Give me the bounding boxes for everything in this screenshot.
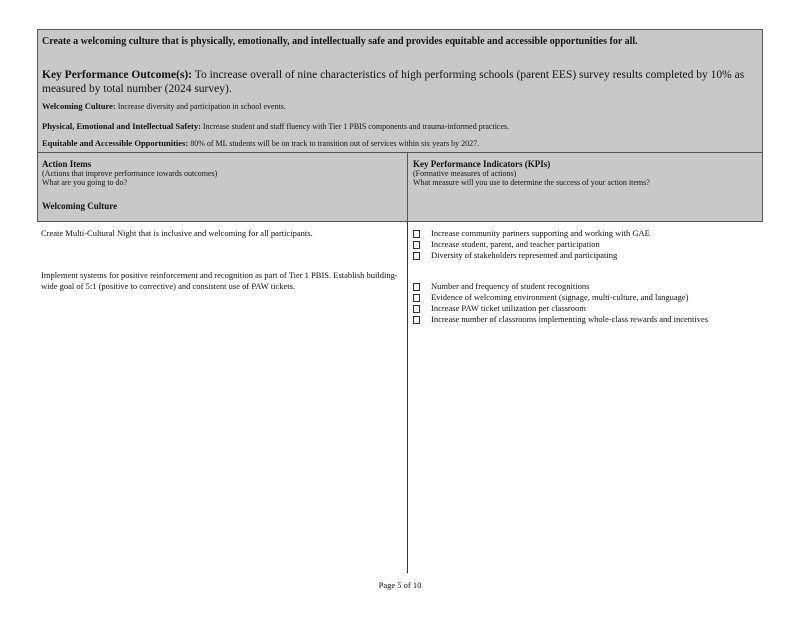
kpi-header [407, 152, 763, 222]
kpi-title: Key Performance Indicators (KPIs) [413, 159, 551, 169]
section-label: Welcoming Culture [42, 201, 118, 211]
document-page [37, 29, 763, 573]
action-items-header [37, 152, 408, 222]
checkbox-icon [413, 252, 420, 260]
kpi-question: What measure will you use to determine the success of your action items? [413, 178, 650, 187]
kpi-group [413, 281, 758, 325]
kpi-item: Diversity of stakeholders represented and participating [413, 250, 758, 261]
kpo-label: Key Performance Outcome(s): [42, 69, 193, 81]
kpi-item: Increase number of classrooms implementing whole-class rewards and incentives [413, 314, 758, 325]
kpi-item: Number and frequency of student recognitions [413, 281, 758, 292]
page-number: Page 5 of 10 [378, 580, 422, 590]
checkbox-icon [413, 241, 420, 249]
goal-statement: Create a welcoming culture that is physically, emotionally, and intellectually safe and provides equitable and accessible opportunities for all. [42, 36, 638, 47]
action-item: Implement systems for positive reinforcement and recognition as part of Tier 1 PBIS. Establish building-wide goal of 5:1 (positive to corrective) and consistent use of PAW tickets. [41, 270, 398, 291]
checkbox-icon [413, 305, 420, 313]
action-items-column [37, 222, 408, 573]
kpi-group [413, 228, 758, 261]
checkbox-icon [413, 316, 420, 324]
kpo-text: To increase overall of nine characteristics of high performing schools (parent EES) survey results completed by 10% as measured by total number (2024 survey). [42, 69, 745, 95]
focus-equitable: Equitable and Accessible Opportunities: 80% of ML students will be on track to transition out of services within six years by 2027. [42, 138, 480, 148]
kpi-subtitle: (Formative measures of actions) [413, 169, 517, 178]
key-performance-outcome [42, 68, 758, 96]
kpi-item: Increase community partners supporting and working with GAE [413, 228, 758, 239]
checkbox-icon [413, 230, 420, 238]
focus-welcoming: Welcoming Culture: Increase diversity and participation in school events. [42, 101, 286, 111]
action-items-subtitle: (Actions that improve performance towards outcomes) [42, 169, 218, 178]
action-item: Create Multi-Cultural Night that is inclusive and welcoming for all participants. [41, 228, 313, 238]
focus-safety: Physical, Emotional and Intellectual Safety: Increase student and staff fluency with Tier 1 PBIS components and trauma-informed practices. [42, 121, 510, 131]
goal-block [37, 29, 763, 153]
checkbox-icon [413, 294, 420, 302]
kpi-column [408, 222, 763, 573]
kpi-item: Evidence of welcoming environment (signage, multi-culture, and language) [413, 292, 758, 303]
action-items-question: What are you going to do? [42, 178, 128, 187]
kpi-item: Increase student, parent, and teacher participation [413, 239, 758, 250]
action-items-title: Action Items [42, 159, 92, 169]
kpi-item: Increase PAW ticket utilization per classroom [413, 303, 758, 314]
checkbox-icon [413, 283, 420, 291]
